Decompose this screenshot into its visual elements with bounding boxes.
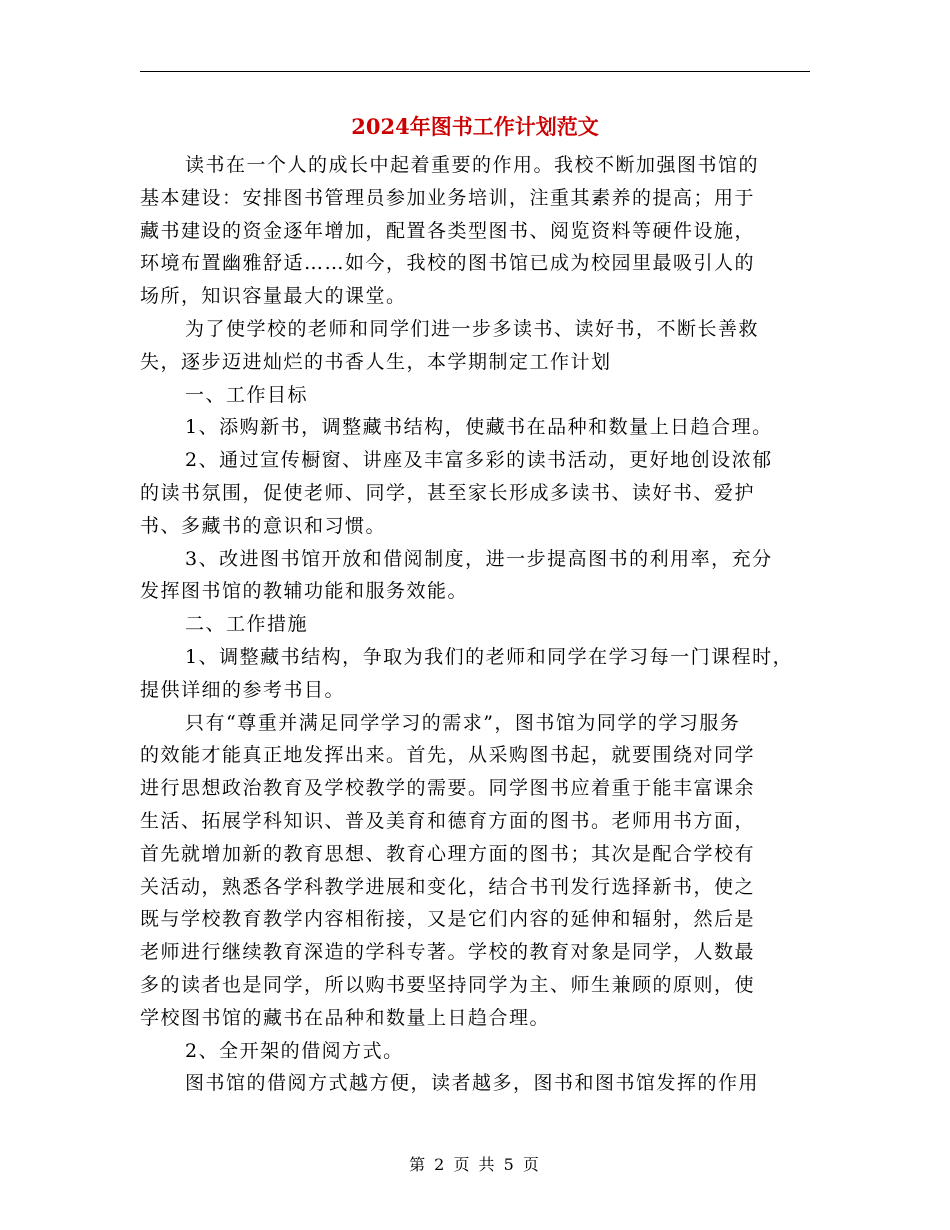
document-body	[140, 149, 810, 1100]
text-line: 既与学校教育教学内容相衔接，又是它们内容的延伸和辐射，然后是	[140, 908, 756, 931]
text-line: 书、多藏书的意识和习惯。	[140, 514, 387, 537]
text-line: 只有“尊重并满足同学学习的需求”，图书馆为同学的学习服务	[185, 711, 741, 734]
text-line: 读书在一个人的成长中起着重要的作用。我校不断加强图书馆的	[185, 154, 760, 176]
text-line: 1、添购新书，调整藏书结构，使藏书在品种和数量上日趋合理。	[185, 416, 773, 439]
section-heading: 二、工作措施	[185, 613, 309, 636]
section-heading: 一、工作目标	[185, 383, 309, 406]
text-line: 的效能才能真正地发挥出来。首先，从采购图书起，就要围绕对同学	[140, 744, 756, 767]
text-line: 为了使学校的老师和同学们进一步多读书、读好书，不断长善救	[185, 317, 760, 340]
text-line: 基本建设：安排图书管理员参加业务培训，注重其素养的提高；用于	[140, 186, 756, 209]
text-line: 环境布置幽雅舒适……如今，我校的图书馆已成为校园里最吸引人的	[140, 252, 756, 275]
text-line: 图书馆的借阅方式越方便，读者越多，图书和图书馆发挥的作用	[185, 1072, 760, 1095]
text-line: 的读书氛围，促使老师、同学，甚至家长形成多读书、读好书、爱护	[140, 481, 756, 504]
text-line: 藏书建设的资金逐年增加，配置各类型图书、阅览资料等硬件设施，	[140, 219, 756, 242]
text-line: 关活动，熟悉各学科教学进展和变化，结合书刊发行选择新书，使之	[140, 875, 756, 898]
text-line: 生活、拓展学科知识、普及美育和德育方面的图书。老师用书方面，	[140, 809, 756, 832]
page-number: 第 2 页 共 5 页	[409, 1155, 541, 1174]
text-line: 学校图书馆的藏书在品种和数量上日趋合理。	[140, 1006, 551, 1029]
text-line: 2、全开架的借阅方式。	[185, 1039, 404, 1062]
text-line: 2、通过宣传橱窗、讲座及丰富多彩的读书活动，更好地创设浓郁	[185, 449, 773, 472]
text-line: 失，逐步迈进灿烂的书香人生，本学期制定工作计划	[140, 350, 612, 373]
document-title: 2024年图书工作计划范文	[351, 114, 599, 139]
header-rule	[140, 71, 810, 72]
text-line: 首先就增加新的教育思想、教育心理方面的图书；其次是配合学校有	[140, 842, 756, 865]
text-line: 发挥图书馆的教辅功能和服务效能。	[140, 580, 469, 603]
text-line: 进行思想政治教育及学校教学的需要。同学图书应着重于能丰富课余	[140, 777, 756, 800]
text-line: 提供详细的参考书目。	[140, 678, 346, 701]
text-line: 1、调整藏书结构，争取为我们的老师和同学在学习每一门课程时，	[185, 645, 794, 668]
text-line: 3、改进图书馆开放和借阅制度，进一步提高图书的利用率，充分	[185, 547, 773, 570]
text-line: 场所，知识容量最大的课堂。	[140, 285, 407, 308]
text-line: 老师进行继续教育深造的学科专著。学校的教育对象是同学，人数最	[140, 941, 756, 964]
text-line: 多的读者也是同学，所以购书要坚持同学为主、师生兼顾的原则，使	[140, 973, 756, 996]
